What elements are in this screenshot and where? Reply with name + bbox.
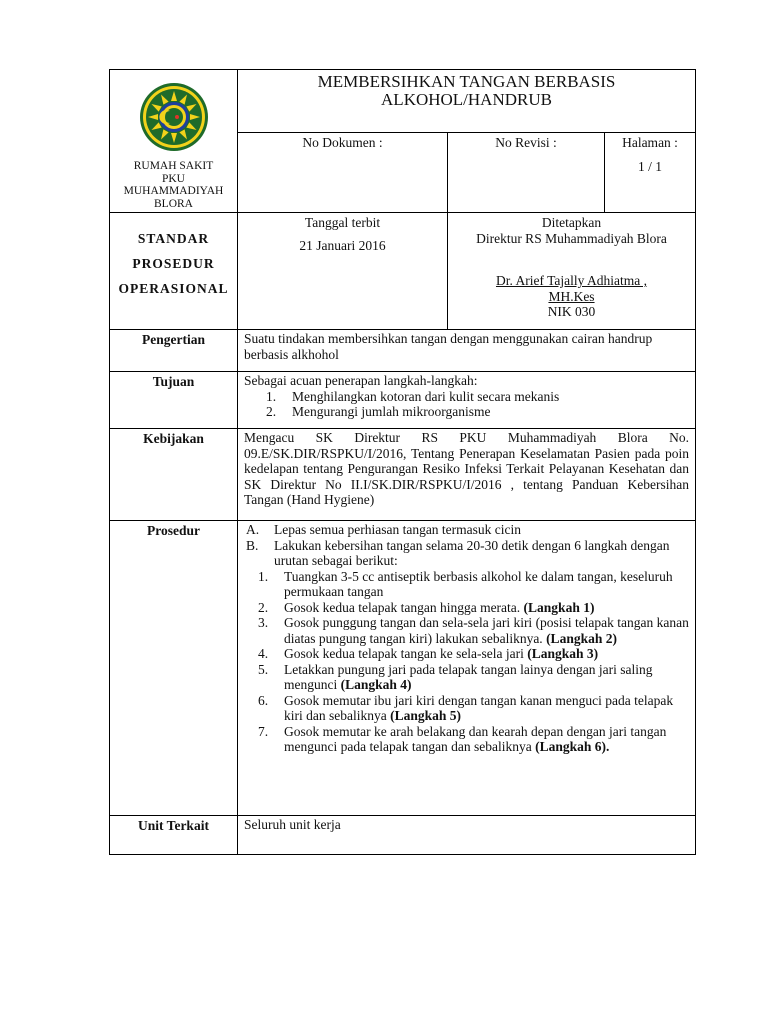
sop-document [109,69,696,855]
sop-heading: STANDAR PROSEDUR OPERASIONAL [110,213,238,330]
list-item: B. Lakukan kebersihan tangan selama 20-30 detik dengan 6 langkah dengan urutan sebagai berikut: 1. Tuangkan 3-5 cc antiseptik berbasis alkohol ke dalam tangan, keseluruh permukaan tangan 2. Gosok kedua telapak tangan hingga merata. (Langkah 1) 3. Gosok punggung tangan dan sela-sela jari kiri (posisi telapak tangan kanan diatas pungung tangan kiri) lakukan sebaliknya. (Langkah 2) 4. Gosok kedua telapak tangan ke sela-sela jari (Langkah 3) 5. Letakkan pungung jari pada telapak tangan lainya dengan jari saling mengunci (Langkah 4) 6. Gosok memutar ibu jari kiri dengan tangan kanan menguci pada telapak kiri dan sebaliknya (Langkah 5) 7. Gosok memutar ke arah belakang dan kearah depan dengan jari tangan mengunci pada telapak tangan dan sebaliknya (Langkah 6). [246,537,689,754]
list-item: 6. Gosok memutar ibu jari kiri dengan tangan kanan menguci pada telapak kiri dan sebaliknya (Langkah 5) [258,692,674,723]
document-title: MEMBERSIHKAN TANGAN BERBASIS ALKOHOL/HANDRUB [238,70,696,133]
list-item: 4. Gosok kedua telapak tangan ke sela-sela jari (Langkah 3) [258,646,599,661]
prosedur-label: Prosedur [110,521,238,816]
tujuan-content [238,372,696,429]
prosedur-content [238,521,696,816]
halaman-label: Halaman : [622,134,678,150]
tujuan-label: Tujuan [110,372,238,429]
no-revisi-cell [448,132,605,212]
halaman-cell [605,132,696,212]
no-revisi-label: No Revisi : [495,134,557,150]
tujuan-intro: Sebagai acuan penerapan langkah-langkah: [244,373,478,388]
muhammadiyah-logo-icon [139,82,209,152]
list-item: 1. Tuangkan 3-5 cc antiseptik berbasis alkohol ke dalam tangan, keseluruh permukaan tangan [258,568,673,599]
tanggal-terbit-label: Tanggal terbit [304,215,381,230]
list-item: 5. Letakkan pungung jari pada telapak tangan lainya dengan jari saling mengunci (Langkah 4) [258,661,653,692]
pengertian-text: Suatu tindakan membersihkan tangan dengan menggunakan cairan handrup berbasis alkhohol [238,330,696,372]
list-item: A. Lepas semua perhiasan tangan termasuk cicin [246,522,522,537]
langkah-list [244,569,689,755]
list-item: 2. Gosok kedua telapak tangan hingga merata. (Langkah 1) [258,599,595,615]
no-dokumen-cell [238,132,448,212]
tanggal-terbit-cell [238,213,448,330]
list-item: 7. Gosok memutar ke arah belakang dan kearah depan dengan jari tangan mengunci pada telapak tangan dan sebaliknya (Langkah 6). [258,723,667,754]
list-item: 1. Menghilangkan kotoran dari kulit secara mekanis [266,388,560,404]
ditetapkan-by: Direktur RS Muhammadiyah Blora [476,230,667,246]
kebijakan-text: Mengacu SK Direktur RS PKU Muhammadiyah Blora No. 09.E/SK.DIR/RSPKU/I/2016, Tentang Penerapan Keselamatan Pasien pada poin kedelapan tentang Pengurangan Resiko Infeksi Terkait Pelayanan Kesehatan dan SK Direktur No II.I/SK.DIR/RSPKU/I/2016 , tentang Panduan Kebersihan Tangan (Hand Hygiene) [238,429,696,521]
tanggal-terbit-value: 21 Januari 2016 [299,237,386,253]
kebijakan-label: Kebijakan [110,429,238,521]
ditetapkan-cell [448,213,696,330]
no-dokumen-label: No Dokumen : [302,134,383,150]
unit-terkait-text: Seluruh unit kerja [238,816,696,855]
ditetapkan-label: Ditetapkan [541,215,602,230]
pengertian-label: Pengertian [110,330,238,372]
list-item: 2. Mengurangi jumlah mikroorganisme [266,404,491,419]
hospital-logo-cell [110,70,238,213]
hospital-name: RUMAH SAKIT PKU MUHAMMADIYAH BLORA [123,160,224,210]
signer-name: Dr. Arief Tajally Adhiatma , [495,273,648,288]
tujuan-list [244,389,689,420]
list-item: 3. Gosok punggung tangan dan sela-sela jari kiri (posisi telapak tangan kanan diatas pungung tangan kiri) lakukan sebaliknya. (Langkah 2) [258,615,689,646]
signer-nik: NIK 030 [547,304,596,319]
prosedur-list [244,522,689,755]
unit-terkait-label: Unit Terkait [110,816,238,855]
signer-title: MH.Kes [548,288,595,304]
halaman-value: 1 / 1 [638,159,663,175]
